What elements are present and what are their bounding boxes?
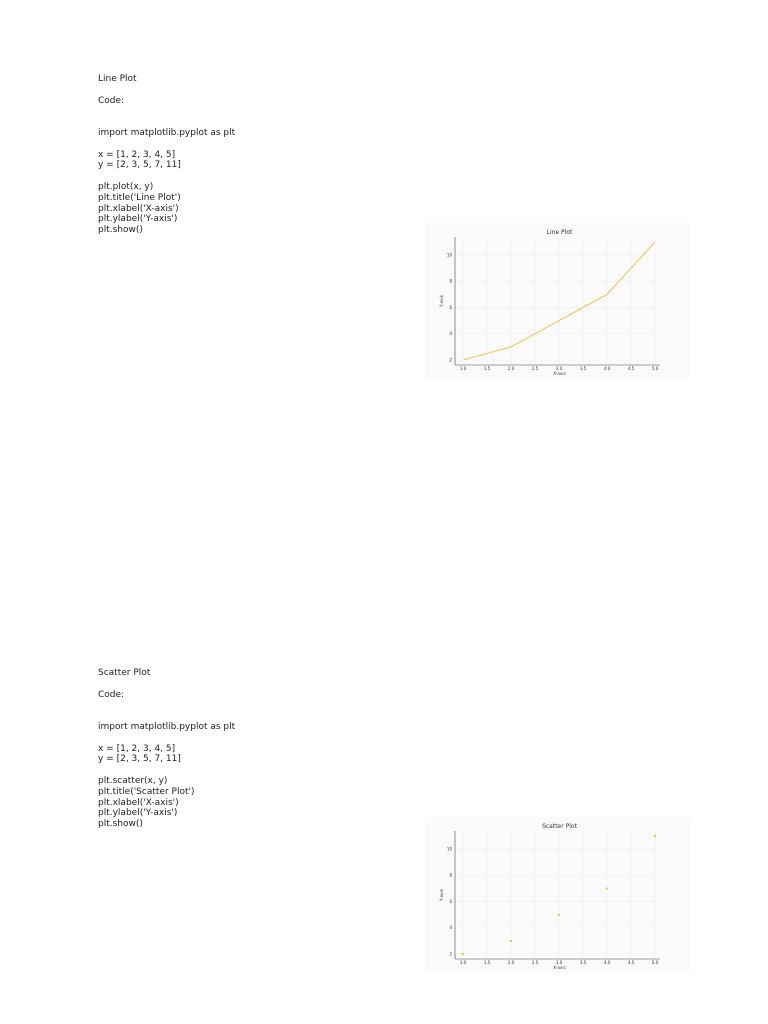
chart-scatter-plot <box>425 817 690 973</box>
x-tick-label: 3.5 <box>579 960 587 965</box>
scatter-point <box>654 835 656 837</box>
x-tick-label: 2.5 <box>531 960 539 965</box>
y-tick-label: 10 <box>446 846 452 852</box>
code-line: import matplotlib.pyplot as plt <box>98 128 236 138</box>
x-tick-label: 3.5 <box>579 366 587 371</box>
x-tick-label: 2.0 <box>507 366 515 371</box>
x-tick-label: 5.0 <box>651 366 659 371</box>
x-tick-label: 1.0 <box>459 960 467 965</box>
code-line <box>98 765 235 776</box>
chart-line-plot <box>425 223 690 379</box>
code-line: plt.scatter(x, y) <box>98 775 168 786</box>
x-axis-label: X-axis <box>553 371 566 376</box>
x-tick-label: 4.0 <box>603 960 611 965</box>
code-line: plt.xlabel('X-axis') <box>98 797 179 808</box>
code-line: plt.plot(x, y) <box>98 181 154 192</box>
code-line: plt.title('Scatter Plot') <box>98 786 195 797</box>
y-tick-label: 2 <box>449 357 452 363</box>
code-line <box>98 733 235 744</box>
code-line: x = [1, 2, 3, 4, 5] <box>98 149 176 160</box>
code-line: plt.xlabel('X-axis') <box>98 203 179 214</box>
y-tick-label: 6 <box>449 898 452 904</box>
y-tick-label: 8 <box>449 872 452 878</box>
scatter-point <box>606 887 608 889</box>
y-tick-label: 4 <box>449 925 452 931</box>
code-line: plt.show() <box>98 819 143 830</box>
x-tick-label: 4.5 <box>627 960 635 965</box>
x-tick-label: 4.5 <box>627 366 635 371</box>
scatter-point <box>510 940 512 942</box>
y-axis-label: Y-axis <box>439 889 444 901</box>
y-tick-label: 2 <box>449 951 452 957</box>
code-line: plt.ylabel('Y-axis') <box>98 808 178 819</box>
y-tick-label: 4 <box>449 331 452 337</box>
x-tick-label: 1.0 <box>459 366 467 371</box>
code-line: plt.ylabel('Y-axis') <box>98 214 178 225</box>
chart-title: Scatter Plot <box>542 823 577 830</box>
code-line: plt.title('Line Plot') <box>98 192 181 203</box>
x-tick-label: 1.5 <box>483 960 491 965</box>
x-tick-label: 5.0 <box>651 960 659 965</box>
x-axis-label: X-axis <box>553 965 566 970</box>
x-tick-label: 2.0 <box>507 960 515 965</box>
chart-svg <box>425 817 690 973</box>
code-line: y = [2, 3, 5, 7, 11] <box>98 754 181 765</box>
x-tick-label: 3.0 <box>555 366 563 371</box>
code-line <box>98 171 235 182</box>
x-tick-label: 3.0 <box>555 960 563 965</box>
x-tick-label: 1.5 <box>483 366 491 371</box>
code-block <box>98 722 235 830</box>
scatter-point <box>462 953 464 955</box>
section-title-scatter-plot: Scatter Plot <box>98 668 151 678</box>
code-line <box>98 139 235 150</box>
code-line: y = [2, 3, 5, 7, 11] <box>98 160 181 171</box>
code-line: import matplotlib.pyplot as plt <box>98 722 236 732</box>
x-tick-label: 4.0 <box>603 366 611 371</box>
y-tick-label: 6 <box>449 304 452 310</box>
y-tick-label: 10 <box>446 252 452 258</box>
y-tick-label: 8 <box>449 278 452 284</box>
code-block <box>98 128 235 236</box>
chart-title: Line Plot <box>546 229 573 236</box>
chart-svg <box>425 223 690 379</box>
section-title-line-plot: Line Plot <box>98 74 137 84</box>
scatter-point <box>558 914 560 916</box>
code-line: plt.show() <box>98 225 143 236</box>
x-tick-label: 2.5 <box>531 366 539 371</box>
y-axis-label: Y-axis <box>439 295 444 307</box>
code-label: Code: <box>98 96 125 106</box>
code-line: x = [1, 2, 3, 4, 5] <box>98 743 176 754</box>
code-label: Code: <box>98 690 125 700</box>
